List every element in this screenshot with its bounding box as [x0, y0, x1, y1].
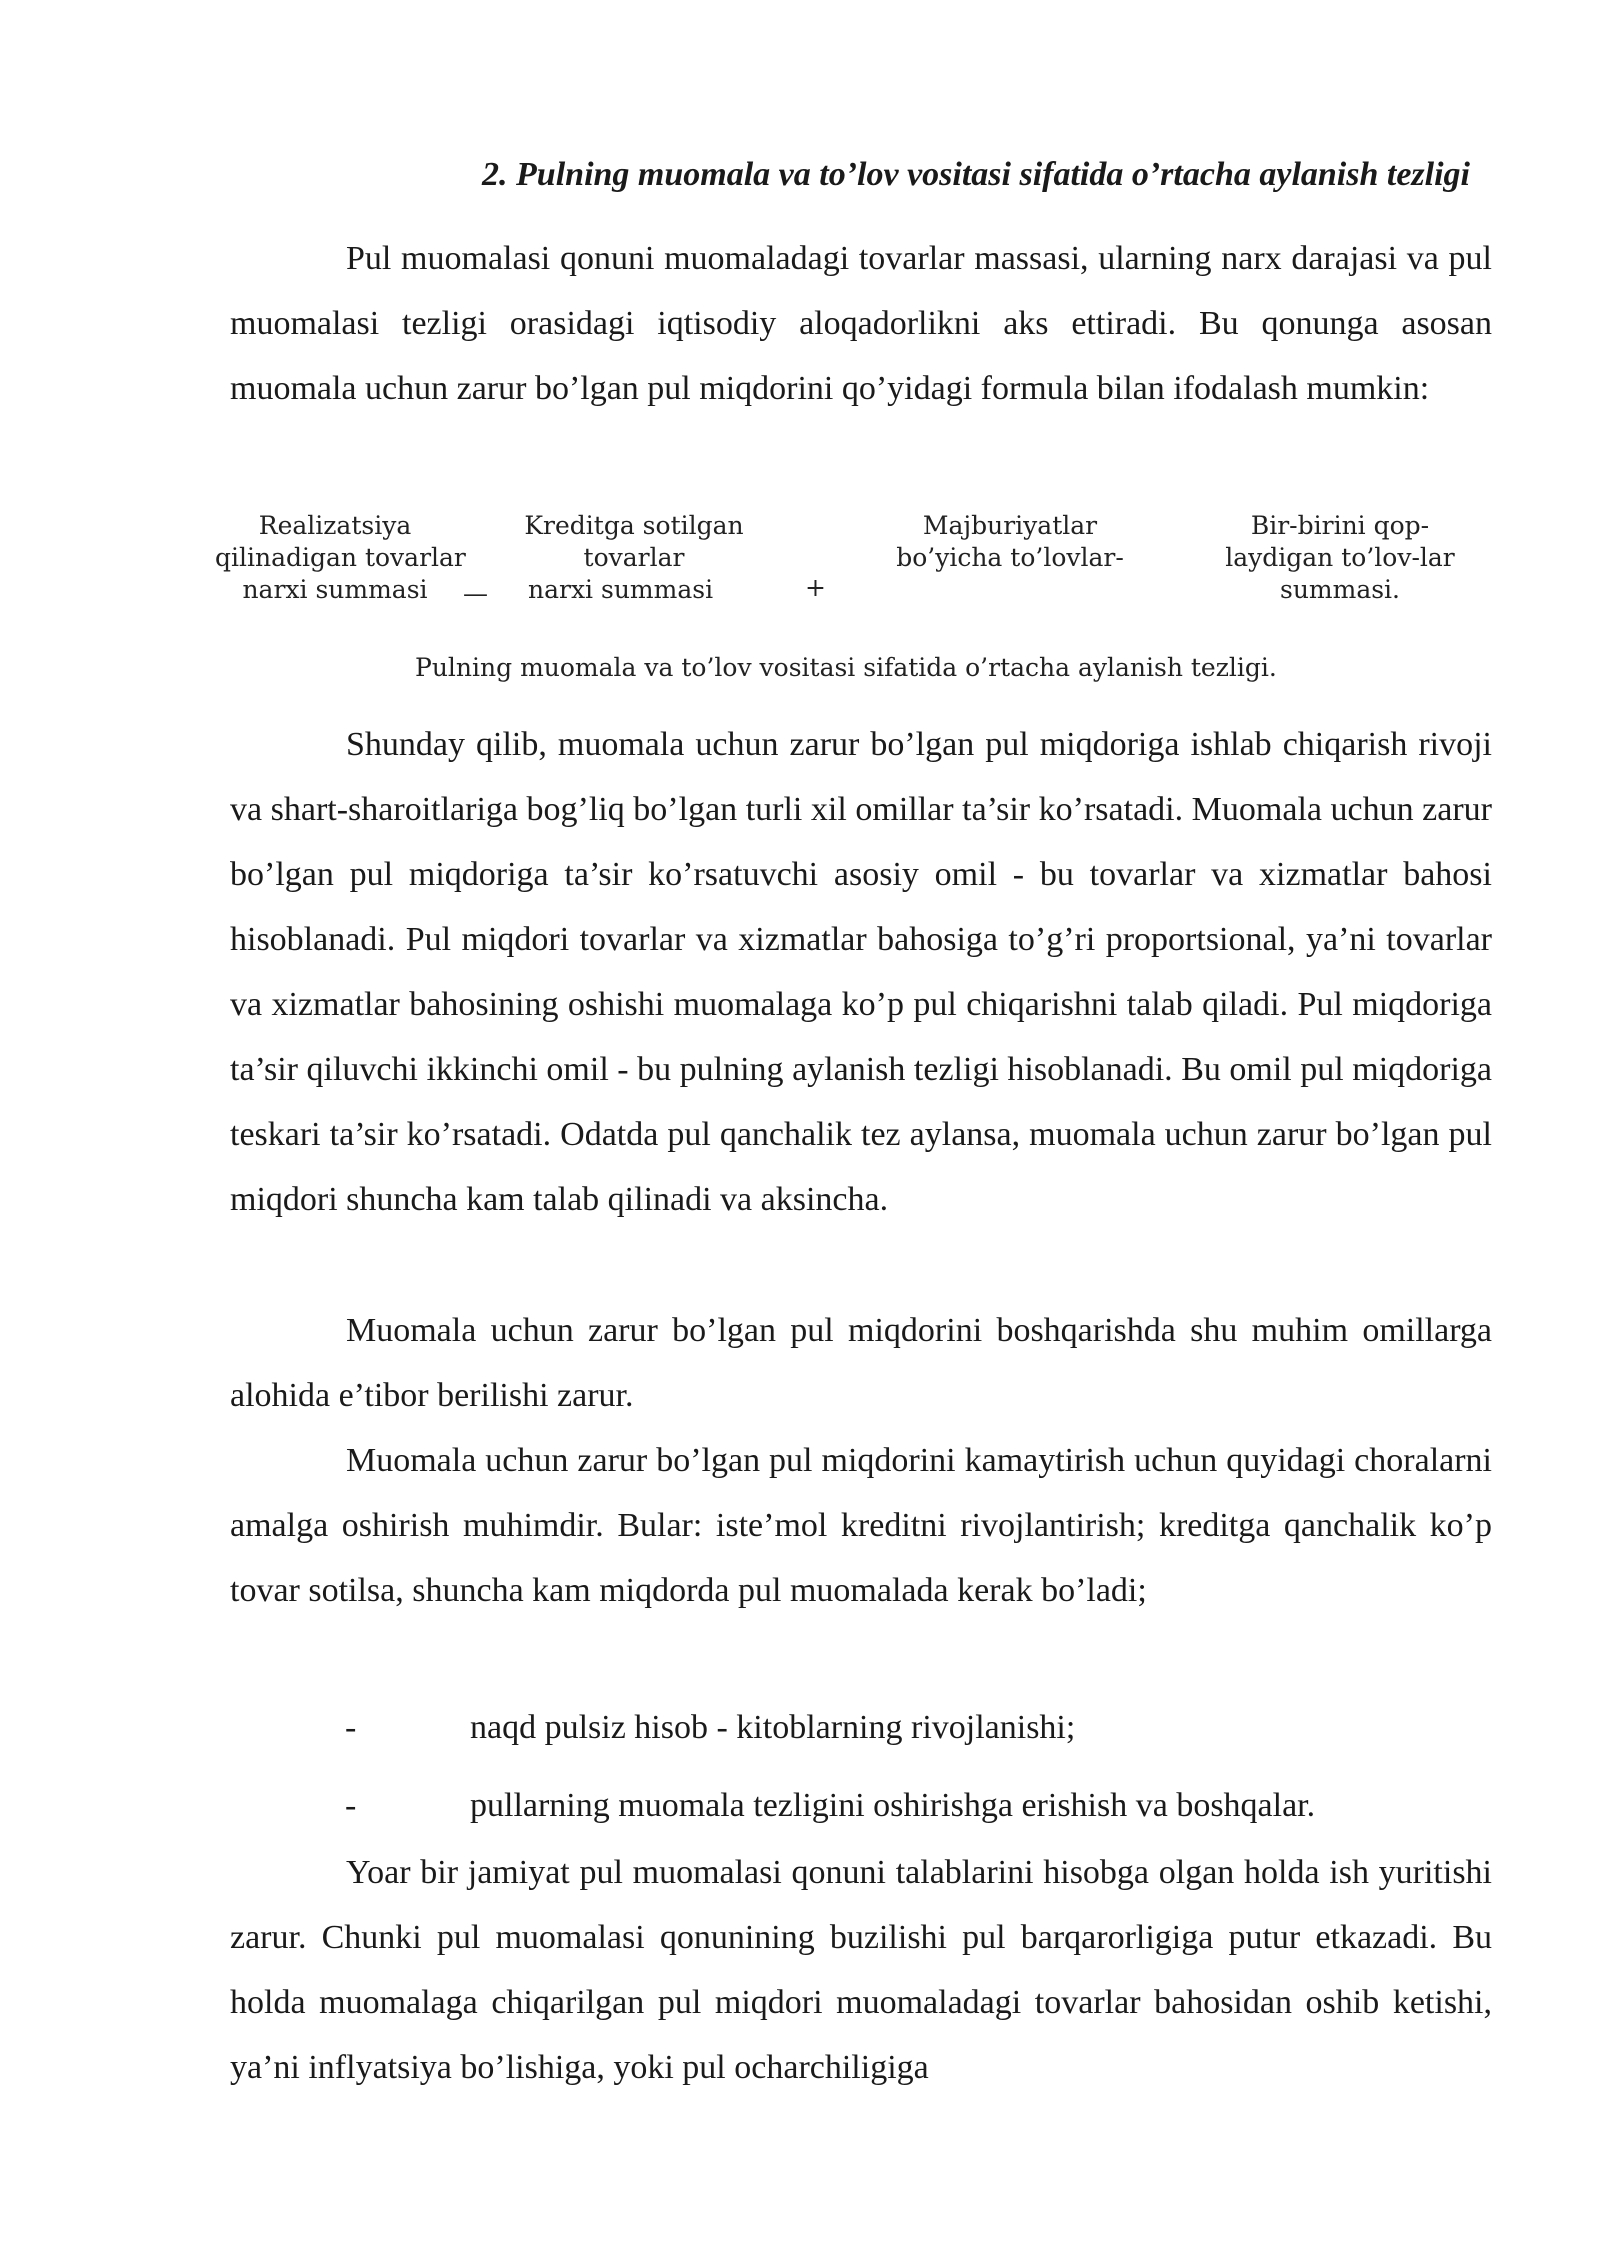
- list-dash: -: [345, 1709, 357, 1746]
- formula-term-line: laydigan to’lov-lar: [1225, 543, 1455, 572]
- formula-term-line: summasi.: [1279, 575, 1401, 604]
- formula-term-line: narxi summasi: [528, 575, 714, 604]
- formula-term-obligations: [888, 510, 1132, 574]
- paragraph-conclusion: Yoar bir jamiyat pul muomalasi qonuni talablarini hisobga olgan holda ish yuritishi zarur. Chunki pul muomalasi qonunining buzilishi pul barqarorligiga putur etkazadi. Bu holda muomalaga chiqarilgan pul miqdori muomaladagi tovarlar bahosidan oshib ketishi, ya’ni inflyatsiya bo’lishiga, yoki pul ocharchiligiga: [230, 1854, 1492, 2086]
- formula-term-line: Kreditga sotilgan: [524, 511, 744, 540]
- formula-term-line: narxi summasi: [242, 575, 428, 604]
- formula-term-line: tovarlar: [583, 543, 685, 572]
- formula-term-line: Bir-birini qop-: [1250, 511, 1430, 540]
- list-item-text: naqd pulsiz hisob - kitoblarning rivojlanishi;: [470, 1709, 1076, 1746]
- formula-minus-operator: —: [463, 579, 488, 608]
- formula-term-realized-goods: [215, 510, 466, 606]
- paragraph-factors: Shunday qilib, muomala uchun zarur bo’lgan pul miqdoriga ishlab chiqarish rivoji va shart-sharoitlariga bog’liq bo’lgan turli xil omillar ta’sir ko’rsatadi. Muomala uchun zarur bo’lgan pul miqdoriga ta’sir ko’rsatuvchi asosiy omil - bu tovarlar va xizmatlar bahosi hisoblanadi. Pul miqdori tovarlar va xizmatlar bahosiga to’g’ri proportsional, ya’ni tovarlar va xizmatlar bahosining oshishi muomalaga ko’p pul chiqarishni talab qiladi. Pul miqdoriga ta’sir qiluvchi ikkinchi omil - bu pulning aylanish tezligi hisoblanadi. Bu omil pul miqdoriga teskari ta’sir ko’rsatadi. Odatda pul qanchalik tez aylansa, muomala uchun zarur bo’lgan pul miqdori shuncha kam talab qilinadi va aksincha.: [230, 726, 1492, 1218]
- formula-term-line: bo’yicha to’lovlar-: [896, 543, 1124, 572]
- formula-term-offsetting-payments: [1215, 510, 1465, 606]
- section-heading: 2. Pulning muomala va to’lov vositasi sifatida o’rtacha aylanish tezligi: [482, 156, 1470, 193]
- list-dash: -: [345, 1787, 357, 1824]
- formula-denominator-caption: Pulning muomala va to’lov vositasi sifatida o’rtacha aylanish tezligi.: [415, 653, 1277, 682]
- formula-term-credit-goods: [518, 510, 750, 606]
- paragraph-management: Muomala uchun zarur bo’lgan pul miqdorini boshqarishda shu muhim omillarga alohida e’tibor berilishi zarur.: [230, 1312, 1492, 1414]
- list-item-text: pullarning muomala tezligini oshirishga erishish va boshqalar.: [470, 1787, 1316, 1824]
- formula-plus-operator: +: [805, 573, 826, 602]
- formula-term-line: qilinadigan tovarlar: [215, 543, 466, 572]
- formula-term-line: Realizatsiya: [258, 511, 412, 540]
- paragraph-intro: Pul muomalasi qonuni muomaladagi tovarlar massasi, ularning narx darajasi va pul muomalasi tezligi orasidagi iqtisodiy aloqadorlikni aks ettiradi. Bu qonunga asosan muomala uchun zarur bo’lgan pul miqdorini qo’yidagi formula bilan ifodalash mumkin:: [230, 240, 1492, 407]
- formula-figure: [0, 510, 1600, 690]
- formula-term-line: Majburiyatlar: [922, 511, 1098, 540]
- paragraph-measures: Muomala uchun zarur bo’lgan pul miqdorini kamaytirish uchun quyidagi choralarni amalga oshirish muhimdir. Bular: iste’mol kreditni rivojlantirish; kreditga qanchalik ko’p tovar sotilsa, shuncha kam miqdorda pul muomalada kerak bo’ladi;: [230, 1442, 1492, 1609]
